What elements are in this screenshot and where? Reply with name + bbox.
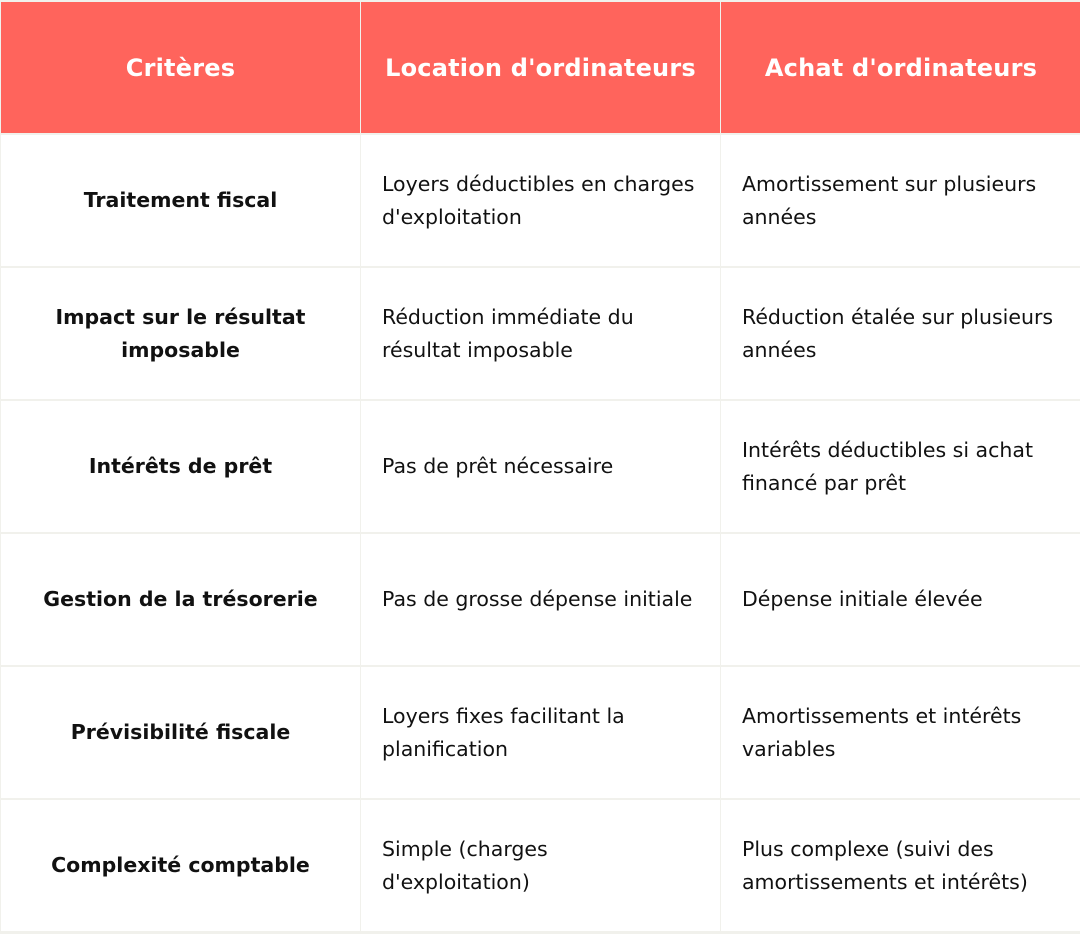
location-text: Simple (charges d'exploitation) — [382, 836, 548, 894]
achat-cell — [721, 667, 1080, 798]
criterion-cell — [1, 667, 360, 798]
criterion-text: Intérêts de prêt — [88, 454, 273, 478]
criterion-cell — [1, 401, 360, 532]
achat-cell — [721, 534, 1080, 665]
criterion-text: Complexité comptable — [51, 853, 310, 877]
criterion-text: Prévisibilité fiscale — [70, 720, 291, 744]
location-text: Loyers fixes facilitant la planification — [382, 703, 625, 761]
achat-text: Dépense initiale élevée — [742, 587, 983, 611]
achat-text: Réduction étalée sur plusieurs années — [742, 304, 1054, 362]
achat-text: Amortissement sur plusieurs années — [742, 171, 1037, 229]
location-cell — [361, 401, 720, 532]
criterion-cell — [1, 800, 360, 931]
achat-cell — [721, 401, 1080, 532]
location-cell — [361, 268, 720, 399]
criterion-text: Traitement fiscal — [83, 188, 278, 212]
achat-cell — [721, 268, 1080, 399]
location-text: Pas de grosse dépense initiale — [382, 587, 693, 611]
header-label: Critères — [125, 53, 236, 82]
location-text: Réduction immédiate du résultat imposable — [382, 304, 634, 362]
criterion-text: Impact sur le résultat imposable — [55, 304, 306, 362]
criterion-cell — [1, 135, 360, 266]
achat-cell — [721, 800, 1080, 931]
criterion-cell — [1, 534, 360, 665]
criterion-text: Gestion de la trésorerie — [43, 587, 318, 611]
achat-cell — [721, 135, 1080, 266]
location-text: Loyers déductibles en charges d'exploitation — [382, 171, 695, 229]
header-criteres — [1, 2, 360, 133]
header-achat — [721, 2, 1080, 133]
achat-text: Plus complexe (suivi des amortissements et intérêts) — [742, 836, 1028, 894]
header-label: Location d'ordinateurs — [385, 53, 696, 82]
location-cell — [361, 135, 720, 266]
location-text: Pas de prêt nécessaire — [382, 454, 614, 478]
achat-text: Intérêts déductibles si achat financé par prêt — [742, 437, 1033, 495]
header-label: Achat d'ordinateurs — [764, 53, 1038, 82]
achat-text: Amortissements et intérêts variables — [742, 703, 1022, 761]
location-cell — [361, 534, 720, 665]
criterion-cell — [1, 268, 360, 399]
location-cell — [361, 800, 720, 931]
header-location — [361, 2, 720, 133]
location-cell — [361, 667, 720, 798]
